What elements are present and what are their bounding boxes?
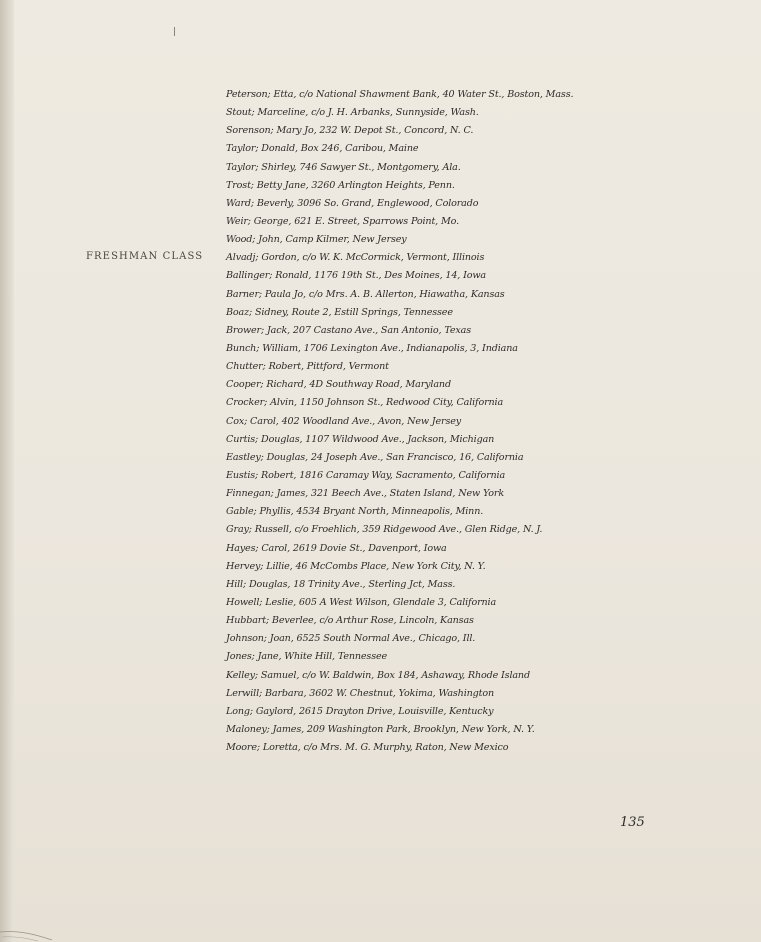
list-item: Maloney; James, 209 Washington Park, Brooklyn, New York, N. Y. (226, 723, 535, 735)
list-item: Hervey; Lillie, 46 McCombs Place, New York City, N. Y. (226, 560, 486, 572)
list-item: Lerwill; Barbara, 3602 W. Chestnut, Yokima, Washington (226, 687, 495, 699)
list-item: Cox; Carol, 402 Woodland Ave., Avon, New Jersey (226, 415, 462, 427)
list-item: Crocker; Alvin, 1150 Johnson St., Redwood City, California (226, 397, 504, 409)
list-item: Stout; Marceline, c/o J. H. Arbanks, Sunnyside, Wash. (226, 107, 479, 119)
list-item: Johnson; Joan, 6525 South Normal Ave., Chicago, Ill. (226, 633, 476, 645)
list-item: Howell; Leslie, 605 A West Wilson, Glendale 3, California (226, 596, 497, 608)
print-mark (174, 27, 175, 36)
list-item: Alvadj; Gordon, c/o W. K. McCormick, Vermont, Illinois (226, 252, 485, 264)
list-item: Taylor; Shirley, 746 Sawyer St., Montgomery, Ala. (226, 161, 461, 173)
list-item: Hill; Douglas, 18 Trinity Ave., Sterling Jct, Mass. (226, 578, 456, 590)
list-item: Eastley; Douglas, 24 Joseph Ave., San Francisco, 16, California (226, 451, 524, 463)
list-item: Chutter; Robert, Pittford, Vermont (226, 361, 389, 373)
list-item: Gray; Russell, c/o Froehlich, 359 Ridgewood Ave., Glen Ridge, N. J. (226, 524, 543, 536)
list-item: Wood; John, Camp Kilmer, New Jersey (226, 234, 407, 246)
page-corner-crease (0, 918, 70, 942)
page-number: 135 (620, 815, 645, 830)
list-item: Eustis; Robert, 1816 Caramay Way, Sacramento, California (226, 469, 506, 481)
list-item: Kelley; Samuel, c/o W. Baldwin, Box 184, Ashaway, Rhode Island (226, 669, 530, 681)
list-item: Boaz; Sidney, Route 2, Estill Springs, Tennessee (226, 306, 453, 318)
list-item: Bunch; William, 1706 Lexington Ave., Indianapolis, 3, Indiana (226, 342, 518, 354)
list-item: Jones; Jane, White Hill, Tennessee (226, 651, 388, 663)
section-label: FRESHMAN CLASS (86, 251, 204, 262)
address-list (226, 86, 573, 757)
list-item: Finnegan; James, 321 Beech Ave., Staten Island, New York (226, 488, 505, 500)
list-item: Hayes; Carol, 2619 Dovie St., Davenport, Iowa (226, 542, 447, 554)
list-item: Peterson; Etta, c/o National Shawment Bank, 40 Water St., Boston, Mass. (226, 89, 574, 100)
list-item: Brower; Jack, 207 Castano Ave., San Antonio, Texas (226, 324, 471, 336)
list-item: Cooper; Richard, 4D Southway Road, Maryland (226, 379, 451, 391)
list-item: Sorenson; Mary Jo, 232 W. Depot St., Concord, N. C. (226, 125, 474, 137)
list-item: Curtis; Douglas, 1107 Wildwood Ave., Jackson, Michigan (226, 433, 495, 445)
list-item: Barner; Paula Jo, c/o Mrs. A. B. Allerton, Hiawatha, Kansas (226, 288, 505, 300)
list-item: Weir; George, 621 E. Street, Sparrows Point, Mo. (226, 215, 459, 227)
list-item: Ward; Beverly, 3096 So. Grand, Englewood, Colorado (226, 197, 479, 209)
list-item: Gable; Phyllis, 4534 Bryant North, Minneapolis, Minn. (226, 506, 484, 518)
list-item: Moore; Loretta, c/o Mrs. M. G. Murphy, Raton, New Mexico (226, 742, 509, 754)
list-item: Taylor; Donald, Box 246, Caribou, Maine (226, 143, 419, 155)
list-item: Trost; Betty Jane, 3260 Arlington Heights, Penn. (226, 179, 455, 191)
list-item: Ballinger; Ronald, 1176 19th St., Des Moines, 14, Iowa (226, 270, 486, 282)
list-item: Hubbart; Beverlee, c/o Arthur Rose, Lincoln, Kansas (226, 615, 474, 627)
list-item: Long; Gaylord, 2615 Drayton Drive, Louisville, Kentucky (226, 705, 494, 717)
